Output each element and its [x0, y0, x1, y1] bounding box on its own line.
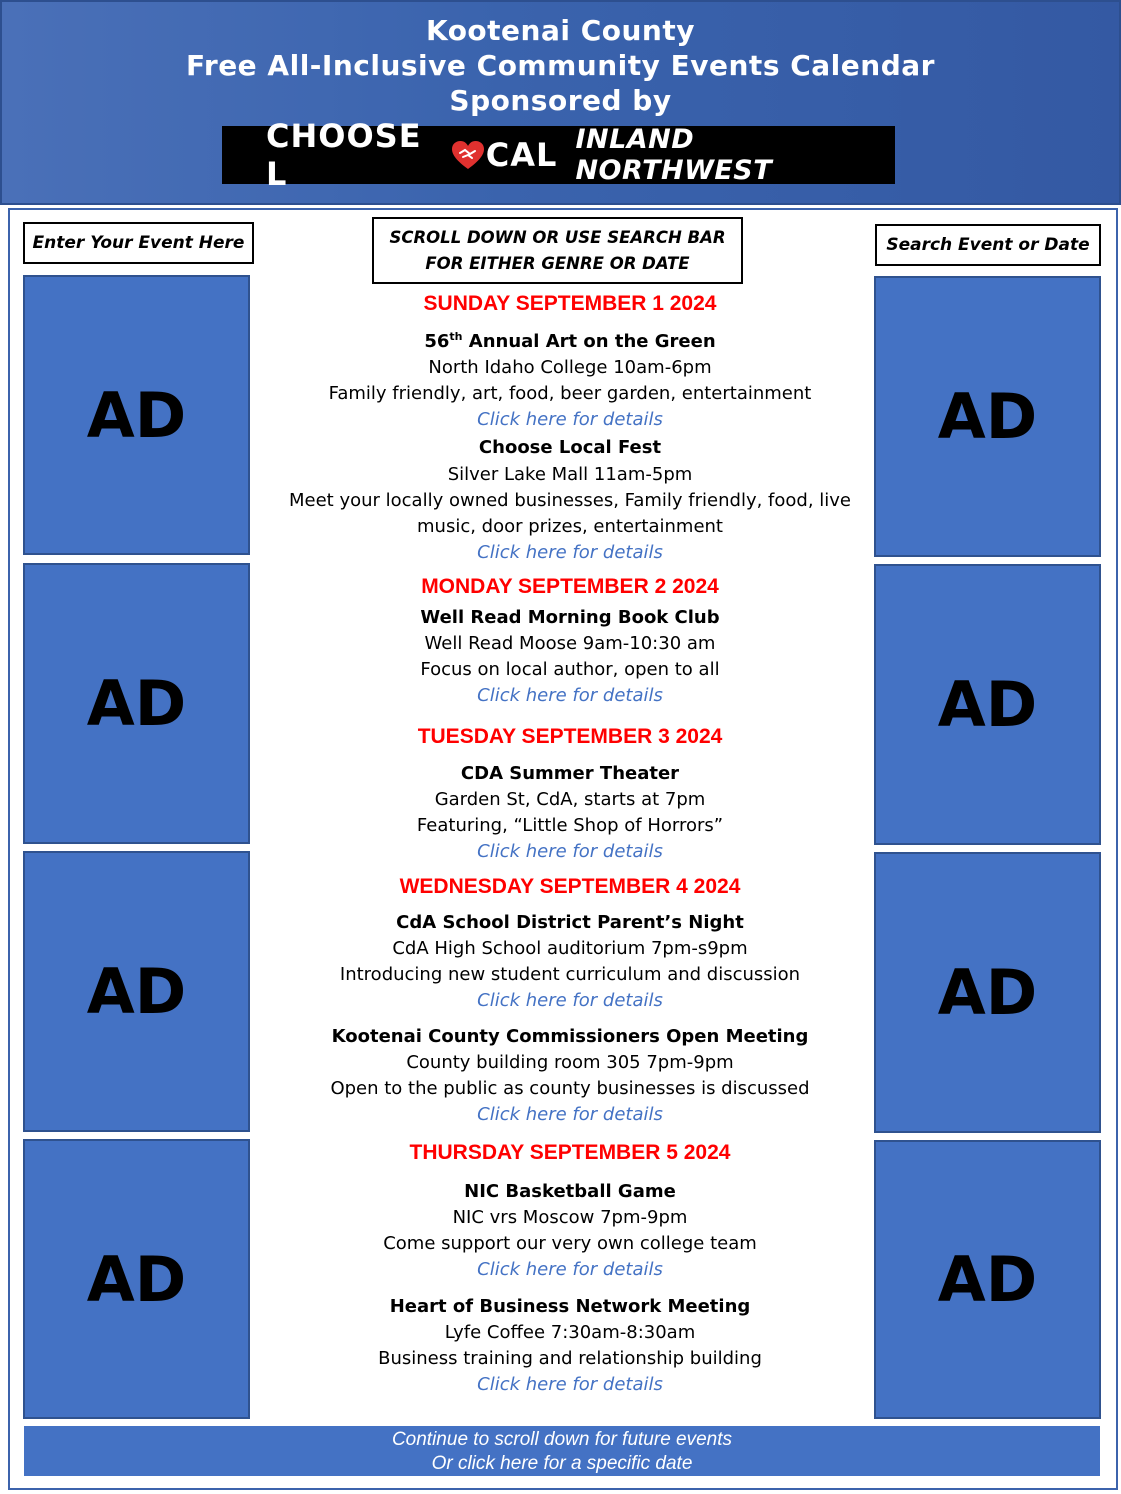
event-title-superscript: th — [449, 330, 463, 343]
event-details-link[interactable]: Click here for details — [477, 841, 663, 862]
event-title: Well Read Morning Book Club — [420, 607, 720, 628]
event-title-rest: Annual Art on the Green — [462, 331, 716, 352]
day-heading: MONDAY SEPTEMBER 2 2024 — [421, 575, 719, 598]
event-location: Garden St, CdA, starts at 7pm — [434, 789, 706, 810]
logo-cal-text: CAL — [485, 136, 558, 174]
event-description: Meet your locally owned businesses, Family friendly, food, live — [288, 490, 852, 511]
ad-slot-right-3[interactable]: AD — [874, 852, 1101, 1133]
event-description: Featuring, “Little Shop of Horrors” — [416, 815, 724, 836]
event-details-link[interactable]: Click here for details — [477, 409, 663, 430]
event-title — [270, 330, 870, 352]
event-location: Silver Lake Mall 11am-5pm — [447, 464, 693, 485]
event-details-link[interactable]: Click here for details — [477, 542, 663, 563]
ad-slot-right-1[interactable]: AD — [874, 276, 1101, 557]
event-location: Lyfe Coffee 7:30am-8:30am — [444, 1322, 696, 1343]
event-location: North Idaho College 10am-6pm — [428, 357, 712, 378]
enter-event-button[interactable]: Enter Your Event Here — [23, 222, 254, 264]
event-title: CdA School District Parent’s Night — [396, 912, 744, 933]
event-description: Family friendly, art, food, beer garden, entertainment — [328, 383, 812, 404]
ad-slot-left-3[interactable]: AD — [23, 851, 250, 1132]
ad-slot-left-2[interactable]: AD — [23, 563, 250, 844]
event-description: Open to the public as county businesses is discussed — [330, 1078, 810, 1099]
logo-region: INLAND NORTHWEST — [575, 124, 773, 186]
logo-choose-text: CHOOSE L — [266, 117, 422, 193]
scroll-note-line-1: SCROLL DOWN OR USE SEARCH BAR — [389, 228, 726, 247]
ad-slot-right-2[interactable]: AD — [874, 564, 1101, 845]
event-location: NIC vrs Moscow 7pm-9pm — [452, 1207, 688, 1228]
event-description-cont: music, door prizes, entertainment — [417, 516, 723, 537]
day-heading: THURSDAY SEPTEMBER 5 2024 — [409, 1141, 731, 1164]
event-location: CdA High School auditorium 7pm-s9pm — [392, 938, 748, 959]
day-heading: WEDNESDAY SEPTEMBER 4 2024 — [399, 875, 741, 898]
event-details-link[interactable]: Click here for details — [477, 990, 663, 1011]
header-sponsored-by: Sponsored by — [449, 84, 672, 117]
event-description: Come support our very own college team — [383, 1233, 757, 1254]
site-header — [0, 0, 1121, 205]
event-details-link[interactable]: Click here for details — [477, 685, 663, 706]
scroll-instructions — [372, 217, 743, 284]
footer-specific-date-link[interactable]: Or click here for a specific date — [431, 1453, 693, 1474]
event-details-link[interactable]: Click here for details — [477, 1259, 663, 1280]
event-title: Kootenai County Commissioners Open Meeting — [331, 1026, 809, 1047]
ad-slot-left-4[interactable]: AD — [23, 1139, 250, 1419]
future-events-banner[interactable] — [24, 1426, 1100, 1476]
search-event-button[interactable]: Search Event or Date — [875, 224, 1101, 266]
event-location: County building room 305 7pm-9pm — [406, 1052, 734, 1073]
header-calendar-title: Free All-Inclusive Community Events Calendar — [186, 49, 935, 82]
logo-choose-local — [266, 117, 557, 193]
event-title: CDA Summer Theater — [460, 763, 680, 784]
footer-scroll-text: Continue to scroll down for future events — [391, 1429, 733, 1450]
sponsor-logo[interactable] — [222, 117, 895, 193]
event-details-link[interactable]: Click here for details — [477, 1374, 663, 1395]
ad-slot-right-4[interactable]: AD — [874, 1140, 1101, 1419]
scroll-note-line-2: FOR EITHER GENRE OR DATE — [425, 254, 690, 273]
day-heading: SUNDAY SEPTEMBER 1 2024 — [423, 292, 717, 315]
event-details-link[interactable]: Click here for details — [477, 1104, 663, 1125]
event-description: Introducing new student curriculum and discussion — [339, 964, 801, 985]
event-description: Business training and relationship building — [378, 1348, 762, 1369]
event-title: Choose Local Fest — [478, 437, 662, 458]
event-title: Heart of Business Network Meeting — [389, 1296, 751, 1317]
event-description: Focus on local author, open to all — [420, 659, 720, 680]
event-location: Well Read Moose 9am-10:30 am — [424, 633, 716, 654]
event-title: NIC Basketball Game — [464, 1181, 676, 1202]
ad-slot-left-1[interactable]: AD — [23, 275, 250, 555]
day-heading: TUESDAY SEPTEMBER 3 2024 — [417, 725, 723, 748]
header-county: Kootenai County — [425, 14, 695, 47]
event-title-number: 56 — [424, 331, 450, 352]
heart-handshake-icon — [451, 140, 485, 170]
